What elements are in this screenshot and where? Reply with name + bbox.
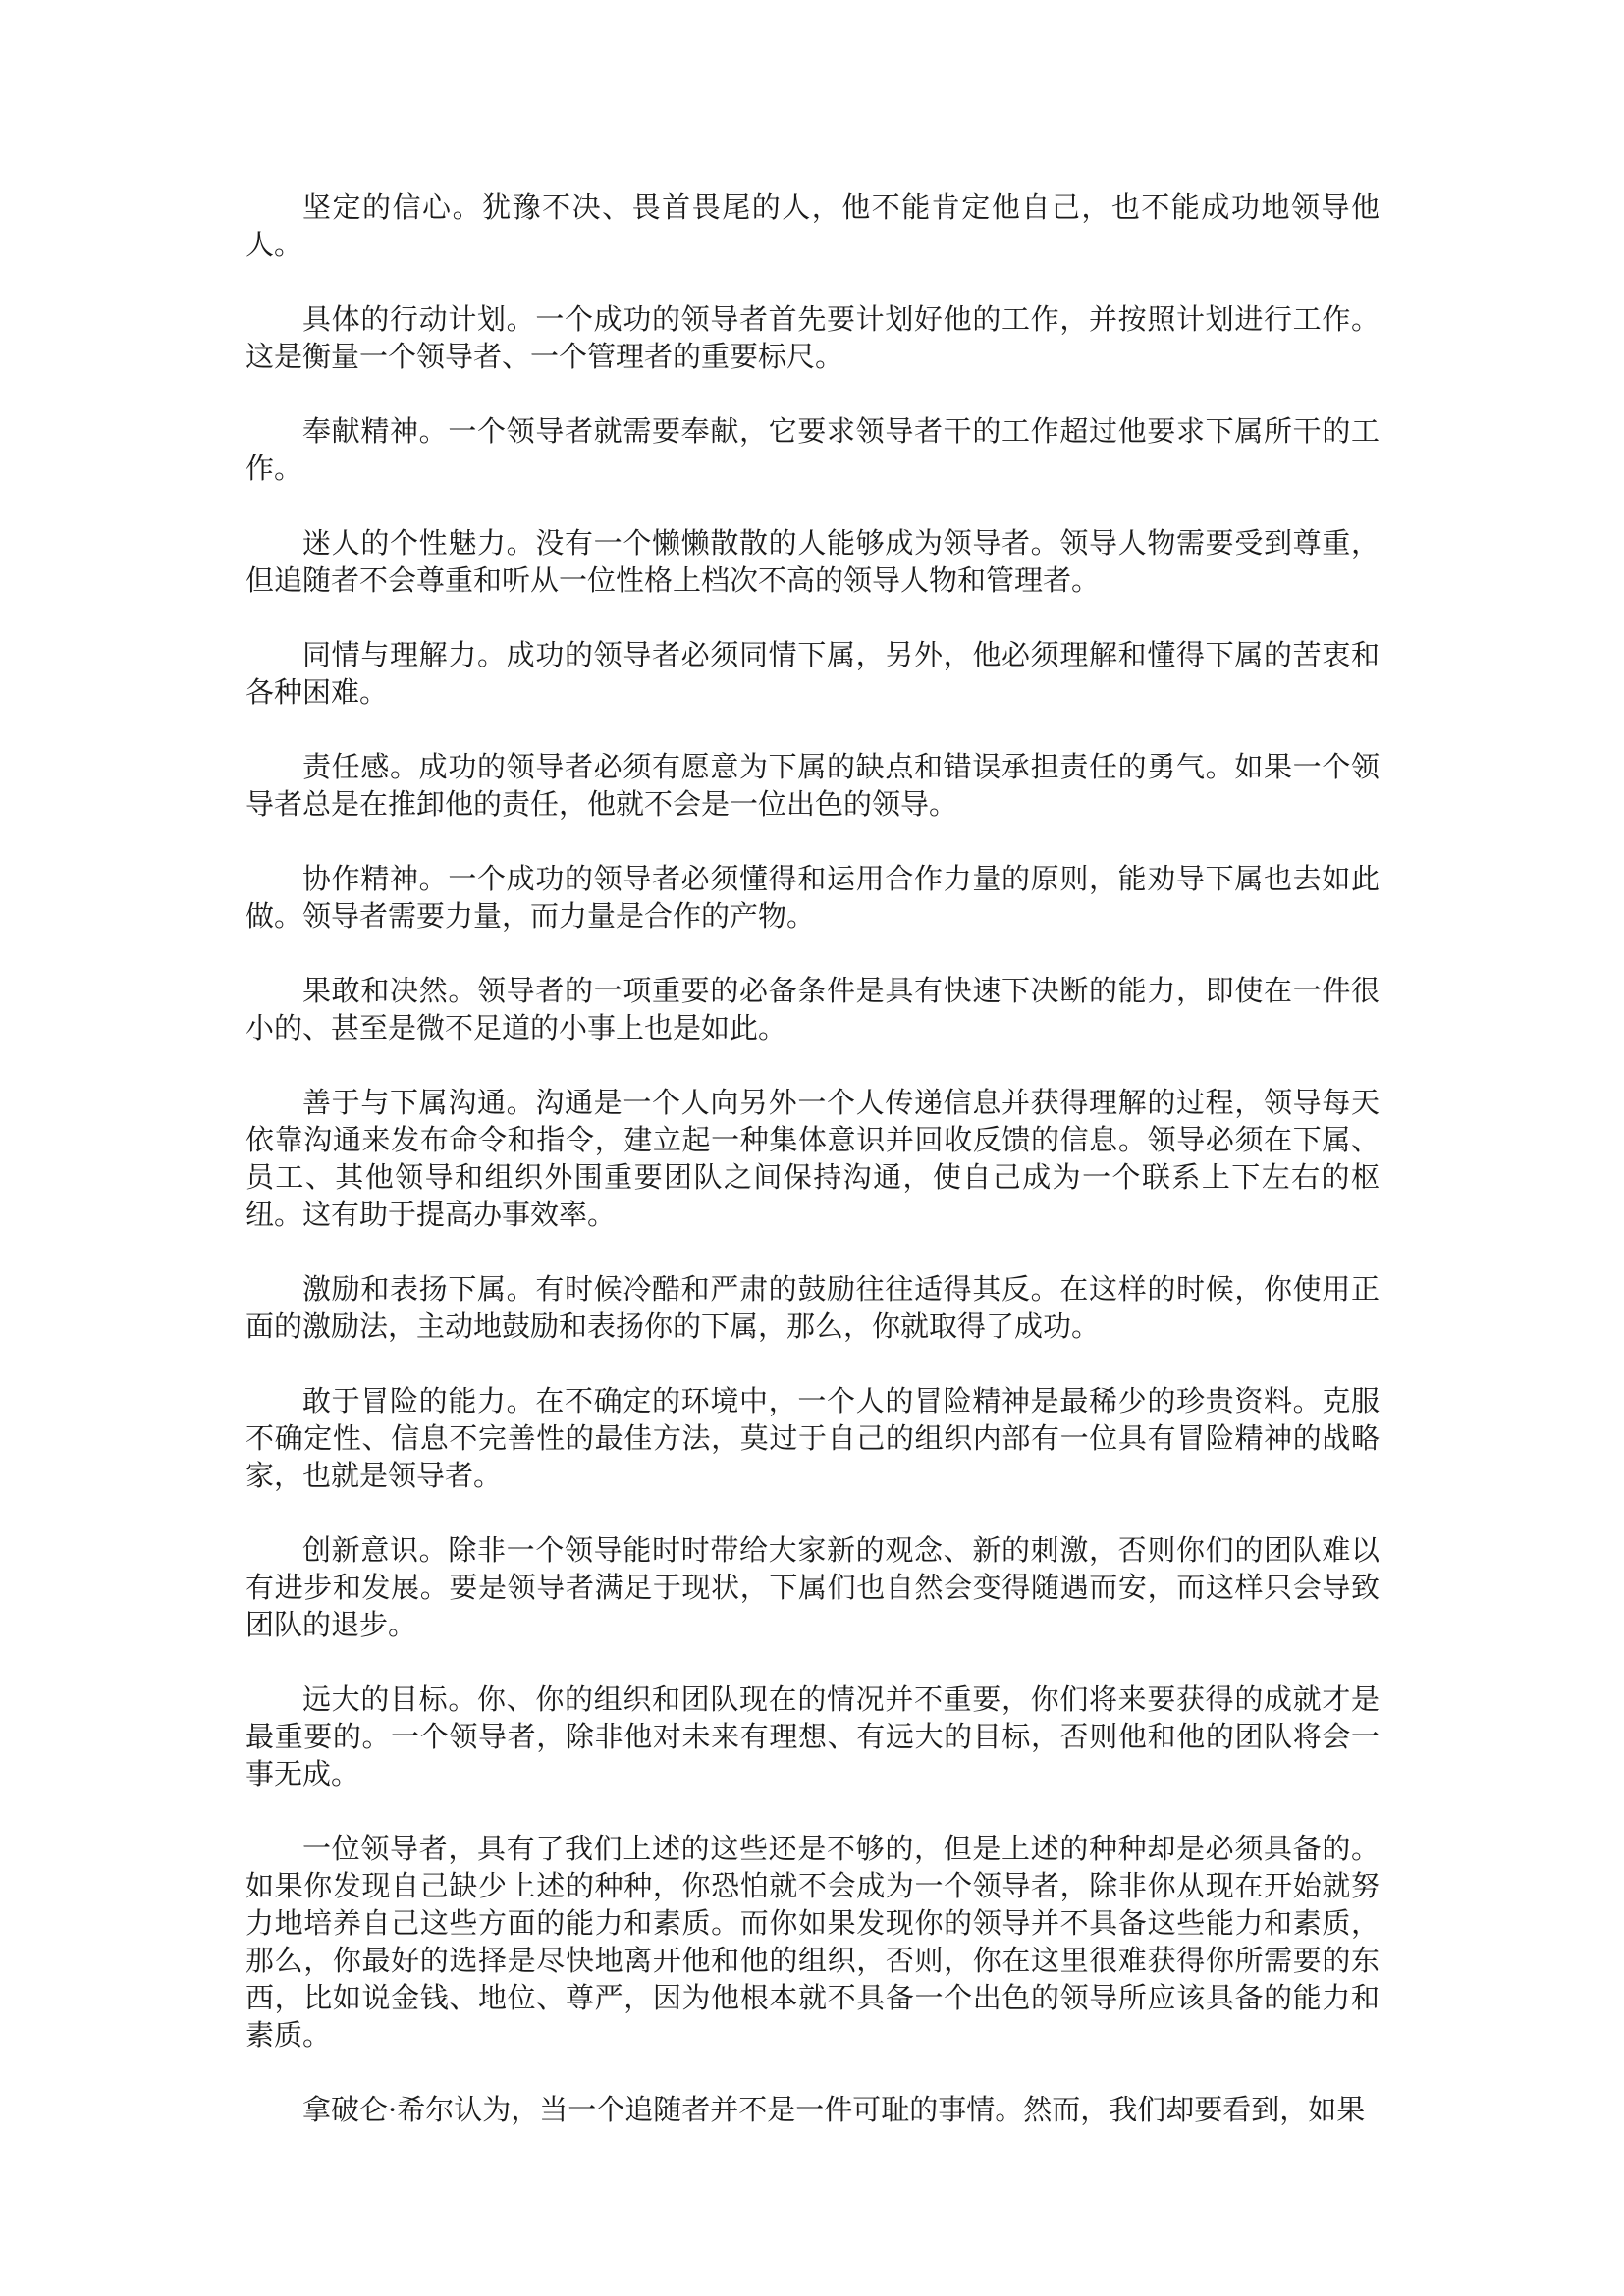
paragraph-charisma: 迷人的个性魅力。没有一个懒懒散散的人能够成为领导者。领导人物需要受到尊重，但追随者不会尊重和听从一位性格上档次不高的领导人物和管理者。 <box>245 526 1380 597</box>
paragraph-napoleon-hill: 拿破仑·希尔认为，当一个追随者并不是一件可耻的事情。然而，我们却要看到，如果 <box>302 2093 1366 2126</box>
paragraph-ambitious-goals: 远大的目标。你、你的组织和团队现在的情况并不重要，你们将来要获得的成就才是最重要的。一个领导者，除非他对未来有理想、有远大的目标，否则他和他的团队将会一事无成。 <box>245 1682 1380 1790</box>
paragraph-innovation: 创新意识。除非一个领导能时时带给大家新的观念、新的刺激，否则你们的团队难以有进步和发展。要是领导者满足于现状，下属们也自然会变得随遇而安，而这样只会导致团队的退步。 <box>245 1533 1380 1641</box>
paragraph-risk-taking: 敢于冒险的能力。在不确定的环境中，一个人的冒险精神是最稀少的珍贵资料。克服不确定性、信息不完善性的最佳方法，莫过于自己的组织内部有一位具有冒险精神的战略家，也就是领导者。 <box>245 1384 1380 1492</box>
document-body <box>245 188 1380 2128</box>
paragraph-dedication: 奉献精神。一个领导者就需要奉献，它要求领导者干的工作超过他要求下属所干的工作。 <box>245 414 1380 485</box>
paragraph-summary: 一位领导者，具有了我们上述的这些还是不够的，但是上述的种种却是必须具备的。如果你发现自己缺少上述的种种，你恐怕就不会成为一个领导者，除非你从现在开始就努力地培养自己这些方面的能力和素质。而你如果发现你的领导并不具备这些能力和素质，那么，你最好的选择是尽快地离开他和他的组织，否则，你在这里很难获得你所需要的东西，比如说金钱、地位、尊严，因为他根本就不具备一个出色的领导所应该具备的能力和素质。 <box>245 1832 1380 2052</box>
paragraph-cooperation: 协作精神。一个成功的领导者必须懂得和运用合作力量的原则，能劝导下属也去如此做。领导者需要力量，而力量是合作的产物。 <box>245 862 1380 933</box>
paragraph-decisiveness: 果敢和决然。领导者的一项重要的必备条件是具有快速下决断的能力，即使在一件很小的、甚至是微不足道的小事上也是如此。 <box>245 974 1380 1044</box>
paragraph-responsibility: 责任感。成功的领导者必须有愿意为下属的缺点和错误承担责任的勇气。如果一个领导者总是在推卸他的责任，他就不会是一位出色的领导。 <box>245 750 1380 821</box>
paragraph-action-plan: 具体的行动计划。一个成功的领导者首先要计划好他的工作，并按照计划进行工作。这是衡量一个领导者、一个管理者的重要标尺。 <box>245 302 1380 373</box>
paragraph-motivation: 激励和表扬下属。有时候冷酷和严肃的鼓励往往适得其反。在这样的时候，你使用正面的激励法，主动地鼓励和表扬你的下属，那么，你就取得了成功。 <box>245 1272 1380 1343</box>
paragraph-communication: 善于与下属沟通。沟通是一个人向另外一个人传递信息并获得理解的过程，领导每天依靠沟通来发布命令和指令，建立起一种集体意识并回收反馈的信息。领导必须在下属、员工、其他领导和组织外围重要团队之间保持沟通，使自己成为一个联系上下左右的枢纽。这有助于提高办事效率。 <box>245 1086 1380 1231</box>
paragraph-firm-confidence: 坚定的信心。犹豫不决、畏首畏尾的人，他不能肯定他自己，也不能成功地领导他人。 <box>245 190 1380 261</box>
paragraph-empathy: 同情与理解力。成功的领导者必须同情下属，另外，他必须理解和懂得下属的苦衷和各种困难。 <box>245 638 1380 709</box>
